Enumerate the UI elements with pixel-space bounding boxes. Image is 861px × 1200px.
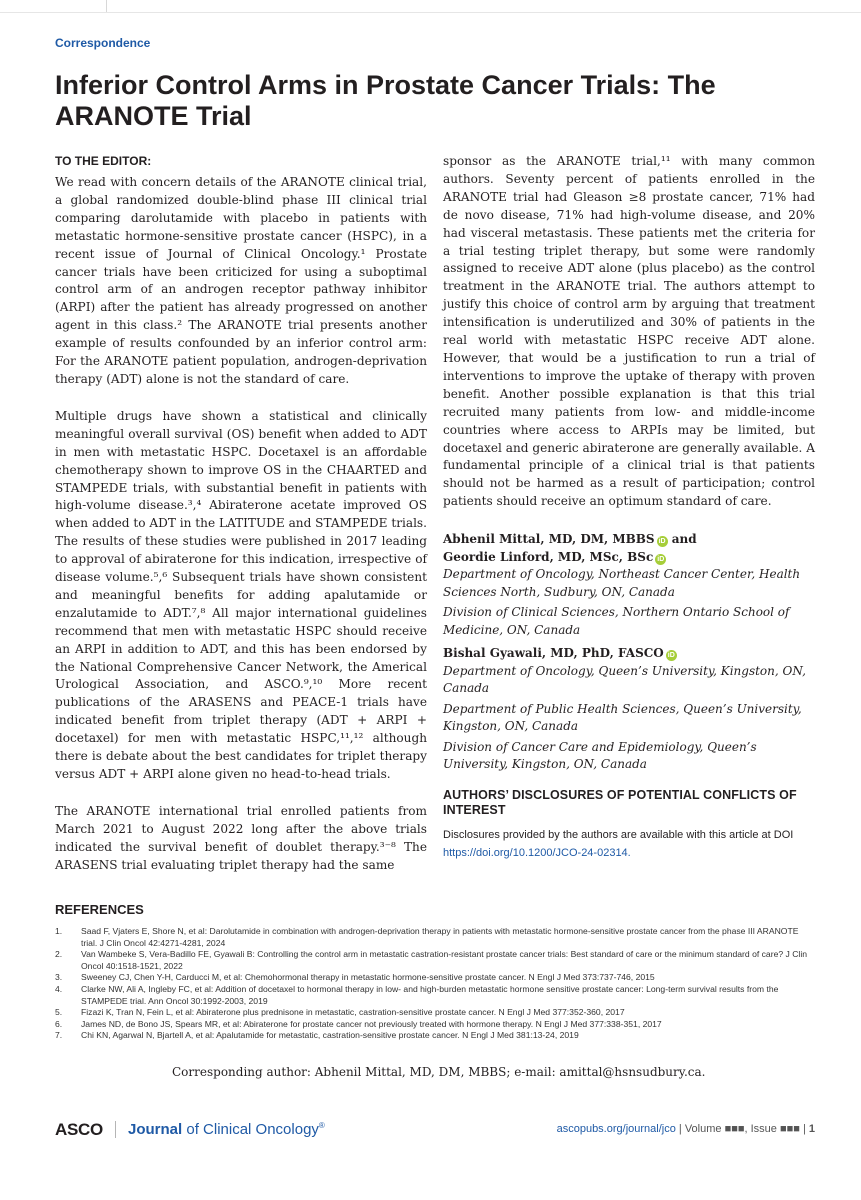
references-list [55, 926, 815, 1042]
volume-issue: | Volume ■■■, Issue ■■■ | [678, 1123, 806, 1135]
editor-heading: TO THE EDITOR: [55, 154, 152, 168]
top-rule [0, 0, 861, 13]
and-word: and [671, 532, 697, 547]
affiliation: Division of Clinical Sciences, Northern Ontario School of Medicine, ON, Canada [443, 605, 790, 637]
reference-text: Chi KN, Agarwal N, Bjartell A, et al: Apalutamide for metastatic, castration-sensitive prostate cancer. N Engl J Med 381:13-24, 2019 [81, 1030, 579, 1041]
reference-item [55, 1007, 815, 1019]
author-line-1 [443, 531, 815, 549]
reference-text: Van Wambeke S, Vera-Badillo FE, Gyawali B: Controlling the control arm in metastatic castration-resistant prostate cancer trials: Best standard of care or the minimum standard of care? J Clin Oncol 40:1518-1521, 2022 [81, 949, 808, 971]
reference-text: Fizazi K, Tran N, Fein L, et al: Abiraterone plus prednisone in metastatic, castration-sensitive prostate cancer. N Engl J Med 377:352-360, 2017 [81, 1007, 625, 1018]
doi-link[interactable]: https://doi.org/10.1200/JCO-24-02314. [443, 846, 631, 859]
author-name: Abhenil Mittal, MD, DM, MBBS [443, 532, 655, 547]
disclosures-text [443, 826, 815, 862]
orcid-icon[interactable]: iD [658, 538, 666, 546]
asco-logo: ASCO [55, 1120, 103, 1139]
paragraph-4: sponsor as the ARANOTE trial,¹¹ with many common authors. Seventy percent of patients enrolled in the ARANOTE trial had Gleason ≥8 prostate cancer, 71% had de novo disease, 71% had high-volume disease, and 20% had visceral metastasis. These patients met the criteria for a trial testing triplet therapy, but some were randomly assigned to receive ADT alone (plus placebo) as the control treatment in the ARANOTE trial. The authors attempt to justify this choice of control arm by arguing that treatment intensification is underutilized and 30% of patients in the real world with metastatic HSPC receive ADT alone. However, that would be a justification to run a trial of interventions to improve the uptake of therapy with proven benefit. Another possible explanation is that this trial recruited many patients from low- and middle-income countries where access to ARPIs may be limited, but docetaxel and generic abiraterone are generally available. A fundamental principle of a clinical trial is that patients should not be harmed as a result of participation; control patients should receive an optimum standard of care. [443, 154, 815, 509]
orcid-icon[interactable]: iD [657, 555, 665, 563]
disclosures-heading: AUTHORS’ DISCLOSURES OF POTENTIAL CONFLICTS OF INTEREST [443, 787, 797, 817]
author-line-3 [443, 645, 815, 663]
references-heading: REFERENCES [55, 902, 144, 917]
reference-number: 5. [55, 1007, 63, 1018]
affiliation: Department of Public Health Sciences, Queen’s University, Kingston, ON, Canada [443, 701, 802, 734]
affiliation: Department of Oncology, Queen’s University, Kingston, ON, Canada [443, 663, 806, 696]
page-number: 1 [808, 1123, 815, 1135]
author-block [443, 531, 815, 774]
page-footer [55, 1118, 815, 1142]
journal-logo-bold: Journal [128, 1121, 183, 1138]
footer-divider [115, 1121, 116, 1138]
reference-text: James ND, de Bono JS, Spears MR, et al: Abiraterone for prostate cancer not previously treated with hormone therapy. N Engl J Med 377:338-351, 2017 [81, 1018, 662, 1029]
journal-logo [128, 1121, 325, 1138]
author-line-2 [443, 549, 815, 567]
reference-text: Clarke NW, Ali A, Ingleby FC, et al: Addition of docetaxel to hormonal therapy in low- and high-burden metastatic hormone sensitive prostate cancer: Long-term survival results from the STAMPEDE trial. Ann Oncol 30:1992-2003, 2019 [81, 983, 779, 1006]
reference-number: 3. [55, 972, 63, 983]
reference-number: 6. [55, 1018, 63, 1029]
reference-item [55, 1019, 815, 1031]
disclosures-sentence: Disclosures provided by the authors are available with this article at DOI [443, 828, 794, 841]
reference-item [55, 949, 815, 972]
reference-item [55, 984, 815, 1007]
author-name: Geordie Linford, MD, MSc, BSc [443, 549, 654, 564]
left-column [55, 153, 427, 894]
reference-number: 2. [55, 949, 63, 960]
footer-right [557, 1123, 815, 1135]
affiliation: Division of Cancer Care and Epidemiology, Queen’s University, Kingston, ON, Canada [443, 739, 757, 772]
paragraph-3: The ARANOTE international trial enrolled patients from March 2021 to August 2022 long after the above trials indicated the survival benefit of doublet therapy.³⁻⁸ The ARASENS trial evaluating triplet therapy had the same [55, 803, 427, 872]
reference-number: 7. [55, 1030, 63, 1041]
section-label: Correspondence [55, 36, 151, 50]
article-title: Inferior Control Arms in Prostate Cancer Trials: The ARANOTE Trial [55, 70, 716, 131]
paragraph-2: Multiple drugs have shown a statistical and clinically meaningful overall survival (OS) benefit when added to ADT in men with metastatic HSPC. Docetaxel is an affordable chemotherapy shown to improve OS in the CHAARTED and STAMPEDE trials, with substantial benefit in patients with high-volume disease.³,⁴ Abiraterone acetate improved OS when added to ADT in the LATITUDE and STAMPEDE trials. The results of these studies were published in 2017 leading to approval of abiraterone for this indication, irrespective of disease volume.⁵,⁶ Subsequent trials have shown consistent and meaningful benefits for adding apalutamide or enzalutamide to ADT.⁷,⁸ All major international guidelines recommend that men with metastatic HSPC should receive an ARPI in addition to ADT, and this has been endorsed by the National Comprehensive Cancer Network, the Americal Urological Association, and ASCO.⁹,¹⁰ More recent publications of the ARASENS and PEACE-1 trials have indicated benefit from triplet therapy (ADT + ARPI + docetaxel) for men with metastatic HSPC,¹¹,¹² although there is debate about the best candidates for triplet therapy versus ADT + ARPI alone given no head-to-head trials. [55, 408, 427, 781]
journal-url-link[interactable]: ascopubs.org/journal/jco [556, 1123, 676, 1135]
reference-item [55, 926, 815, 949]
corresponding-author: Corresponding author: Abhenil Mittal, MD, DM, MBBS; e-mail: amittal@hsnsudbury.ca. [172, 1065, 706, 1079]
top-rule-notch [106, 0, 107, 12]
reference-number: 1. [55, 926, 63, 936]
reference-text: Saad F, Vjaters E, Shore N, et al: Darolutamide in combination with androgen-deprivation therapy in patients with metastatic hormone-sensitive prostate cancer from the phase III ARANOTE trial. J Clin Oncol 42:4271-4281, 2024 [81, 926, 799, 948]
registered-mark: ® [318, 1121, 325, 1130]
right-column [443, 153, 815, 862]
reference-item [55, 1030, 815, 1042]
journal-logo-rest: of Clinical Oncology [186, 1121, 319, 1138]
orcid-icon[interactable]: iD [667, 652, 675, 660]
reference-item [55, 972, 815, 984]
reference-number: 4. [55, 983, 63, 994]
author-name: Bishal Gyawali, MD, PhD, FASCO [443, 646, 664, 661]
paragraph-1: We read with concern details of the ARANOTE clinical trial, a global randomized double-blind phase III clinical trial comparing darolutamide with placebo in patients with metastatic hormone-sensitive prostate cancer (HSPC), in a recent issue of Journal of Clinical Oncology.¹ Prostate cancer trials have been criticized for using a suboptimal control arm of an androgen receptor pathway inhibitor (ARPI) after the patient has already progressed on another agent in this class.² The ARANOTE trial presents another example of results confounded by an inferior control arm: For the ARANOTE patient population, androgen-deprivation therapy (ADT) alone is not the standard of care. [55, 175, 427, 386]
reference-text: Sweeney CJ, Chen Y-H, Carducci M, et al: Chemohormonal therapy in metastatic hormone-sensitive prostate cancer. N Engl J Med 373:737-746, 2015 [81, 972, 655, 983]
affiliation: Department of Oncology, Northeast Cancer Center, Health Sciences North, Sudbury, ON, Canada [443, 567, 801, 599]
